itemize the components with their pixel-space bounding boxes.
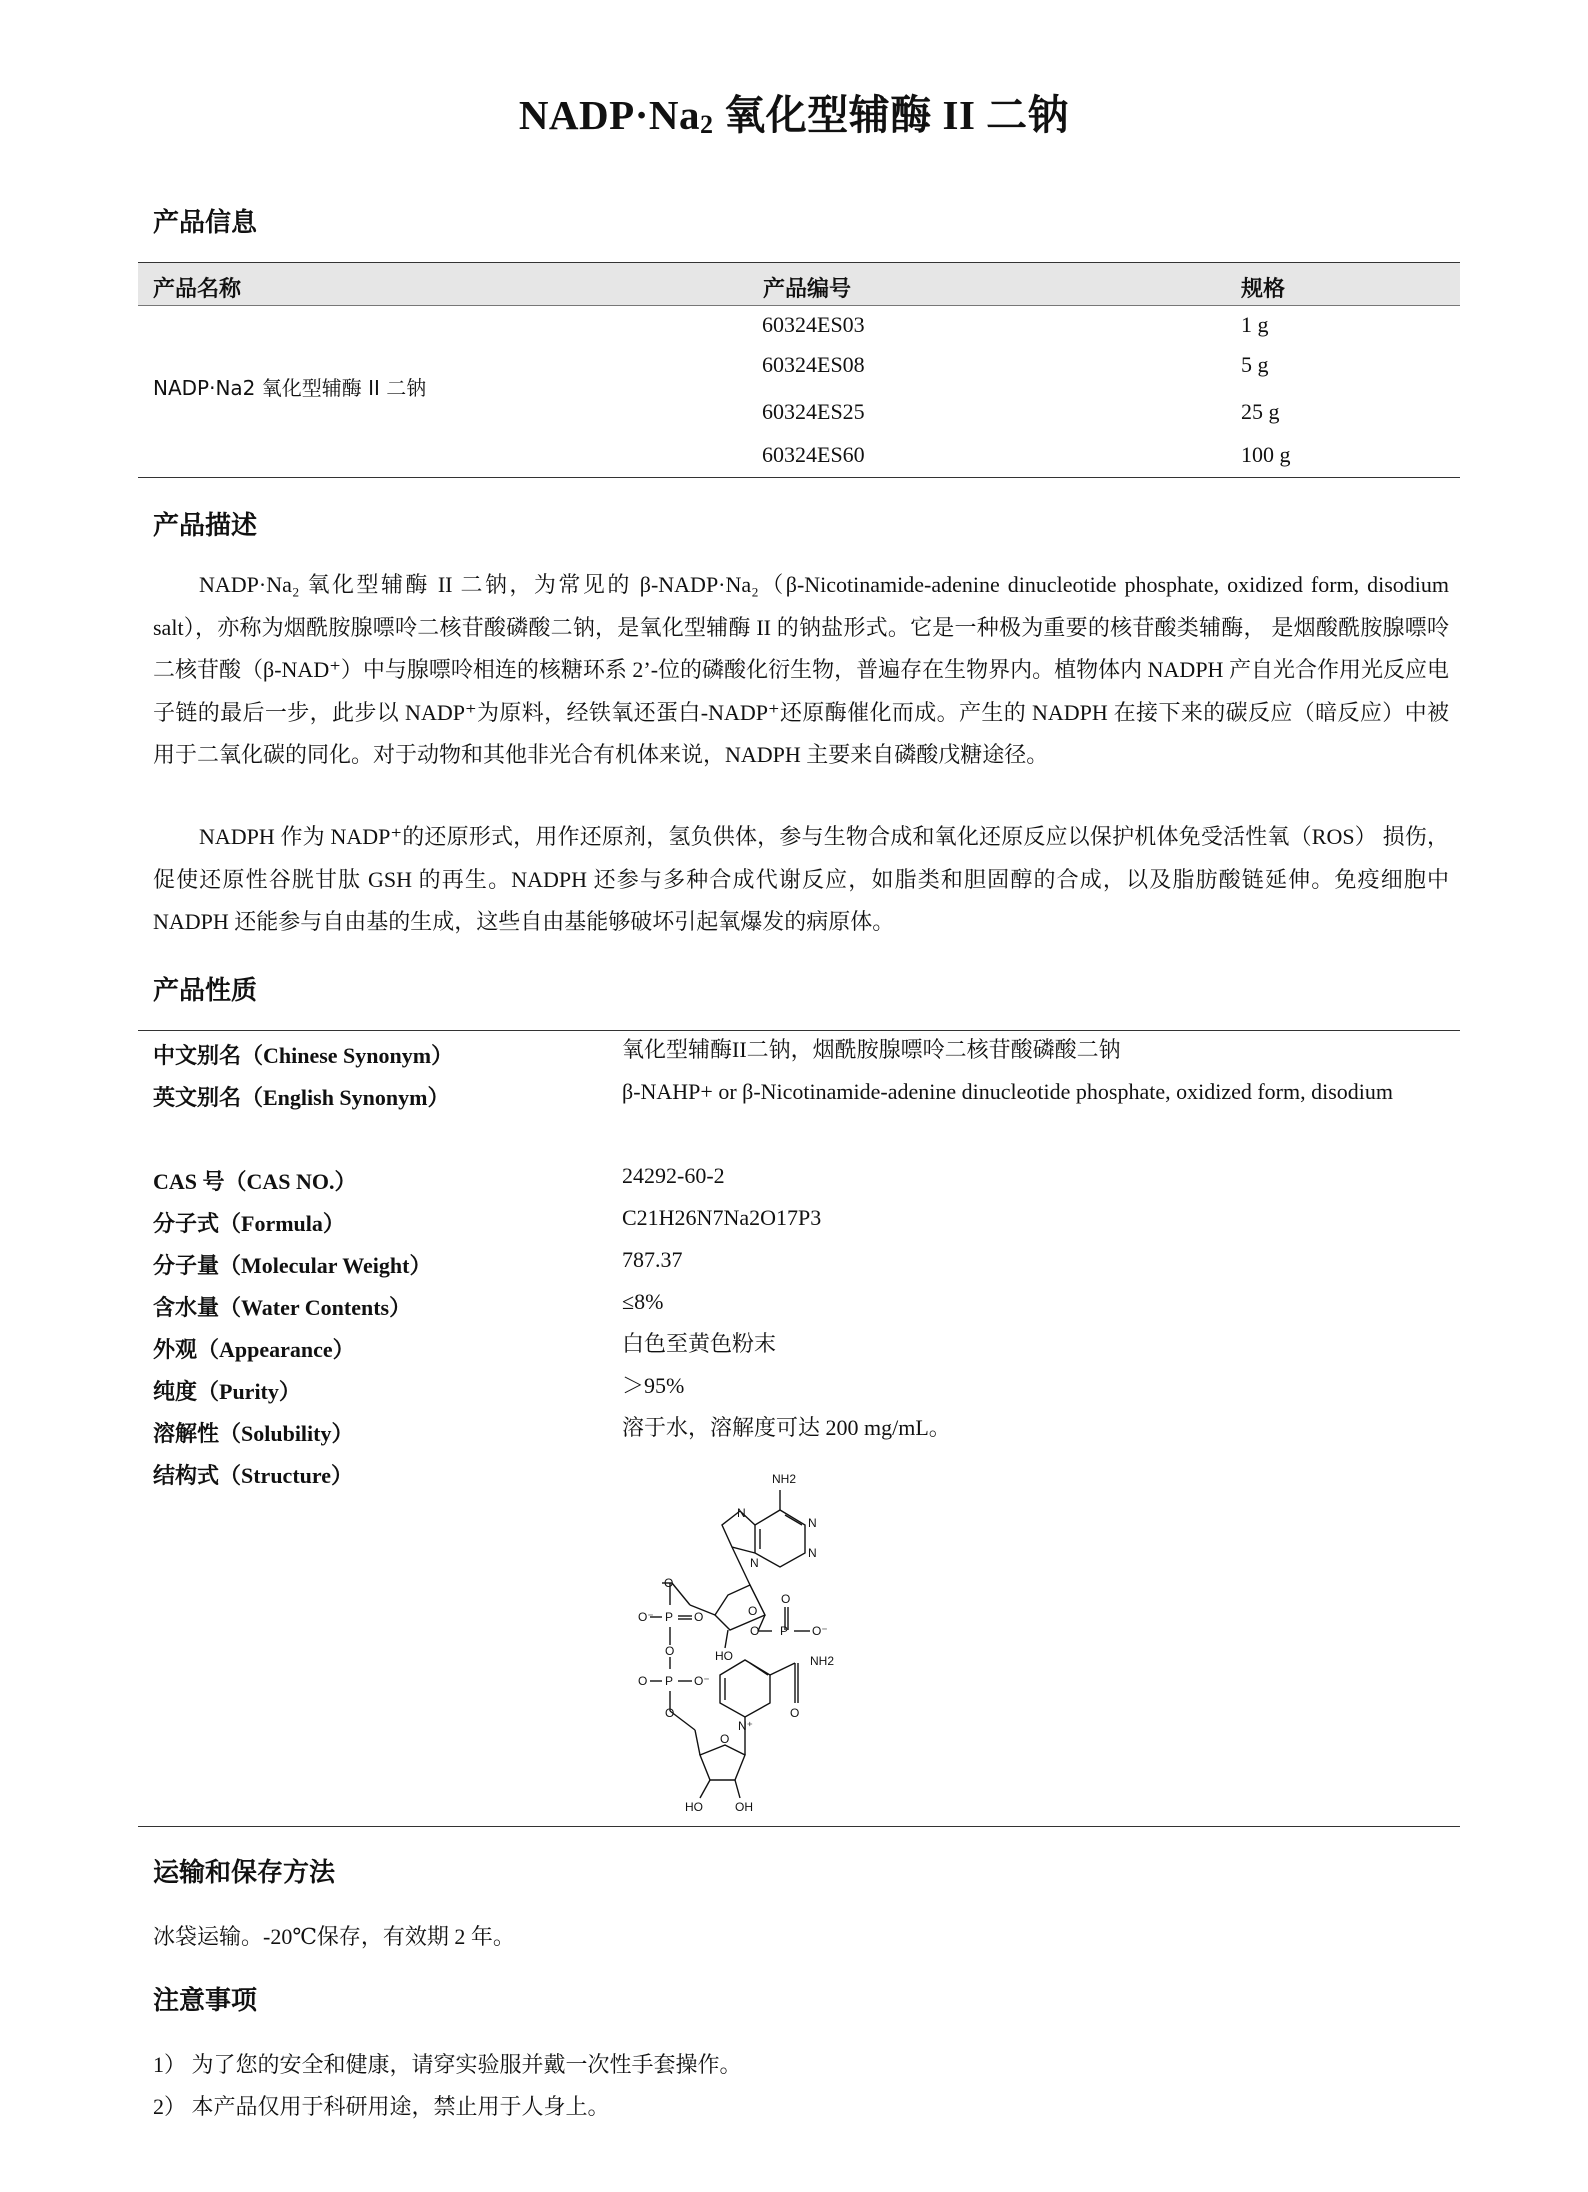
section-heading-description: 产品描述: [153, 511, 258, 541]
section-heading-properties: 产品性质: [153, 976, 258, 1006]
atom-n: N: [737, 1506, 746, 1520]
atom-o: O: [748, 1604, 758, 1618]
amide-nh2-label: NH2: [810, 1654, 835, 1668]
note-item: 1） 为了您的安全和健康，请穿实验服并戴一次性手套操作。: [153, 2052, 742, 2077]
ho-label: HO: [685, 1800, 703, 1814]
section-heading-info: 产品信息: [153, 208, 258, 238]
property-label: 含水量（Water Contents）: [153, 1295, 412, 1320]
table-bottom-rule: [138, 477, 1460, 478]
note-item: 2） 本产品仅用于科研用途，禁止用于人身上。: [153, 2094, 610, 2119]
atom-o-minus: O⁻: [694, 1674, 710, 1688]
oh-label: OH: [735, 1800, 753, 1814]
property-label: 中文别名（Chinese Synonym）: [153, 1043, 454, 1068]
atom-n: N: [808, 1516, 817, 1530]
description-paragraph-1: NADP·Na₂ 氧化型辅酶 II 二钠，为常见的 β-NADP·Na₂（β-Nicotinamide-adenine dinucleotide phosphate, oxidized form, disodium salt），亦称为烟酰胺腺嘌呤二核苷酸磷酸二钠，是氧化型辅酶 II 的钠盐形式。它是一种极为重要的核苷酸类辅酶， 是烟酸酰胺腺嘌呤二核苷酸（β-NAD⁺）中与腺嘌呤相连的核糖环系 2’-位的磷酸化衍生物，普遍存在生物界内。植物体内 NADPH 产自光合作用光反应电子链的最后一步，此步以 NADP⁺为原料，经铁氧还蛋白-NADP⁺还原酶催化而成。产生的 NADPH 在接下来的碳反应（暗反应）中被用于二氧化碳的同化。对于动物和其他非光合有机体来说，NADPH 主要来自磷酸戊糖途径。: [153, 572, 1449, 767]
property-value: 溶于水，溶解度可达 200 mg/mL。: [622, 1415, 951, 1440]
property-label: 外观（Appearance）: [153, 1337, 355, 1362]
atom-n: N: [808, 1546, 817, 1560]
table-row-code: 60324ES03: [762, 312, 865, 337]
atom-p: P: [665, 1674, 674, 1688]
atom-o: O: [664, 1576, 674, 1590]
property-label: 分子式（Formula）: [153, 1211, 345, 1236]
section-heading-notes: 注意事项: [153, 1986, 258, 2016]
structure-diagram: [600, 1455, 900, 1820]
properties-bottom-rule: [138, 1826, 1460, 1827]
atom-o: O: [638, 1674, 648, 1688]
atom-o: O: [665, 1644, 675, 1658]
header-product-code: 产品编号: [763, 277, 852, 302]
product-name-cell: NADP·Na2 氧化型辅酶 II 二钠: [153, 376, 427, 400]
property-value: ＞95%: [622, 1373, 685, 1398]
nh2-top-label: NH2: [772, 1472, 797, 1486]
storage-text: 冰袋运输。-20℃保存，有效期 2 年。: [153, 1924, 515, 1949]
table-row-code: 60324ES60: [762, 442, 865, 467]
atom-o: O: [750, 1624, 760, 1638]
property-value: 787.37: [622, 1247, 683, 1272]
property-label: 英文别名（English Synonym）: [153, 1085, 450, 1110]
property-label: 分子量（Molecular Weight）: [153, 1253, 432, 1278]
property-label: 溶解性（Solubility）: [153, 1421, 354, 1446]
table-row-size: 100 g: [1241, 442, 1291, 467]
atom-p: P: [665, 1610, 674, 1624]
header-size: 规格: [1241, 277, 1286, 302]
page-title: [0, 82, 1588, 141]
header-product-name: 产品名称: [153, 277, 242, 302]
title-main: NADP·Na: [518, 92, 700, 138]
property-value: ≤8%: [622, 1289, 664, 1314]
description-paragraph-2: NADPH 作为 NADP⁺的还原形式，用作还原剂，氢负供体，参与生物合成和氧化还原反应以保护机体免受活性氧（ROS） 损伤，促使还原性谷胱甘肽 GSH 的再生。NADPH 还参与多种合成代谢反应，如脂类和胆固醇的合成，以及脂肪酸链延伸。免疫细胞中 NADPH 还能参与自由基的生成，这些自由基能够破坏引起氧爆发的病原体。: [153, 824, 1449, 934]
atom-o: O: [665, 1706, 675, 1720]
ho-label: HO: [715, 1649, 733, 1663]
property-value: 氧化型辅酶II二钠，烟酰胺腺嘌呤二核苷酸磷酸二钠: [622, 1037, 1121, 1062]
property-value: 白色至黄色粉末: [622, 1331, 777, 1356]
atom-o-minus: O⁻: [638, 1610, 654, 1624]
property-value: β-NAHP+ or β-Nicotinamide-adenine dinucleotide phosphate, oxidized form, disodium: [622, 1079, 1394, 1104]
table-row-size: 5 g: [1241, 352, 1269, 377]
property-label: 结构式（Structure）: [153, 1463, 354, 1488]
title-sub: 2: [699, 110, 714, 139]
table-row-code: 60324ES25: [762, 399, 865, 424]
atom-o-minus: O⁻: [812, 1624, 828, 1638]
property-value: 24292-60-2: [622, 1163, 725, 1188]
table-row-size: 1 g: [1241, 312, 1269, 337]
atom-o: O: [781, 1592, 791, 1606]
amide-o-label: O: [790, 1706, 800, 1720]
property-label: CAS 号（CAS NO.）: [153, 1169, 357, 1194]
n-plus-label: N⁺: [738, 1719, 753, 1733]
table-row-code: 60324ES08: [762, 352, 865, 377]
atom-p: P: [780, 1624, 789, 1638]
property-label: 纯度（Purity）: [153, 1379, 301, 1404]
table-row-size: 25 g: [1241, 399, 1280, 424]
atom-n: N: [750, 1556, 759, 1570]
section-heading-storage: 运输和保存方法: [153, 1858, 336, 1888]
property-value: C21H26N7Na2O17P3: [622, 1205, 822, 1230]
atom-o: O: [720, 1732, 730, 1746]
atom-o: O: [694, 1610, 704, 1624]
title-rest: 氧化型辅酶 II 二钠: [713, 92, 1070, 138]
info-table-header: [138, 262, 1460, 306]
